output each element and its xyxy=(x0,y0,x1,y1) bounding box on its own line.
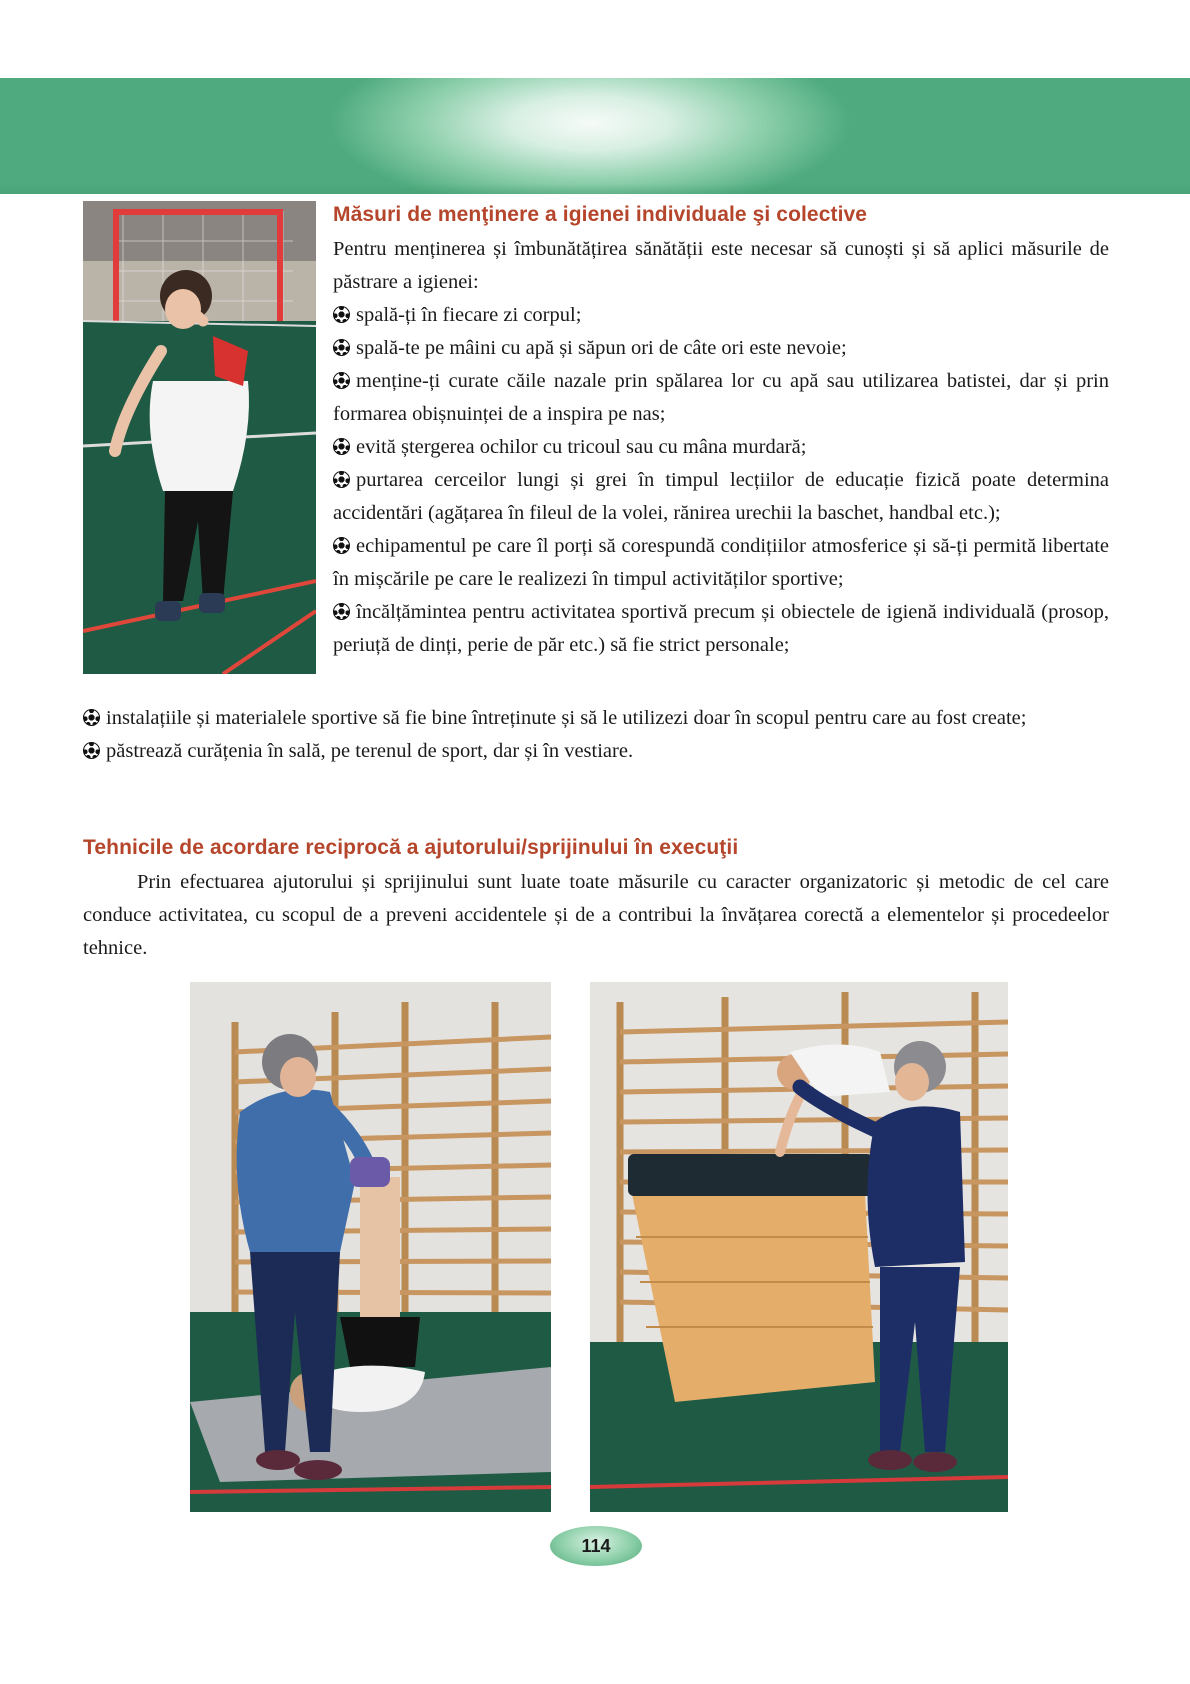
football-bullet-icon xyxy=(333,603,350,620)
list-item: spală-te pe mâini cu apă și săpun ori de câte ori este nevoie; xyxy=(333,332,1109,365)
photo-shoulder-stand-assist xyxy=(190,982,551,1512)
section1-intro: Pentru menținerea și îmbunătățirea sănătății este necesar să cunoști și să aplici măsurile de păstrare a igienei: xyxy=(333,238,1109,293)
list-item: spală-ți în fiecare zi corpul; xyxy=(333,299,1109,332)
list-item: purtarea cerceilor lungi și grei în timpul lecțiilor de educație fizică poate determina accidentări (agățarea în fileul de la volei, rănirea urechii la baschet, handbal etc.); xyxy=(333,469,1109,524)
football-bullet-icon xyxy=(333,339,350,356)
football-bullet-icon xyxy=(333,438,350,455)
header-banner xyxy=(0,78,1190,194)
list-item: încălțămintea pentru activitatea sportivă precum și obiectele de igienă individuală (prosop, periuță de dinți, perie de păr etc.) să fie strict personale; xyxy=(333,601,1109,656)
photo-girl-hygiene xyxy=(83,201,316,674)
list-item: menține-ți curate căile nazale prin spălarea lor cu apă sau utilizarea batistei, dar și prin formarea obișnuinței de a inspira pe nas; xyxy=(333,370,1109,425)
football-bullet-icon xyxy=(83,709,100,726)
list-item: evită ștergerea ochilor cu tricoul sau cu mâna murdară; xyxy=(333,431,1109,464)
football-bullet-icon xyxy=(333,537,350,554)
page-number: 114 xyxy=(550,1526,642,1566)
section1-body-top xyxy=(333,233,1109,662)
list-item: instalațiile și materialele sportive să fie bine întreținute și să le utilizezi doar în scopul pentru care au fost create; xyxy=(83,702,1109,735)
football-bullet-icon xyxy=(333,372,350,389)
section1-title: Măsuri de menţinere a igienei individuale şi colective xyxy=(333,203,868,226)
football-bullet-icon xyxy=(333,471,350,488)
football-bullet-icon xyxy=(83,742,100,759)
photo-vault-assist xyxy=(590,982,1008,1512)
section2-paragraph: Prin efectuarea ajutorului și sprijinului sunt luate toate măsurile cu caracter organizatoric și metodic de cel care conduce activitatea, cu scopul de a preveni accidentele și de a contribui la învățarea corectă a elementelor și procedeelor tehnice. xyxy=(83,871,1109,959)
list-item: echipamentul pe care îl porți să corespundă condițiilor atmosferice și să-ți permită libertate în mișcările pe care le realizezi în timpul activităților sportive; xyxy=(333,535,1109,590)
section2-title: Tehnicile de acordare reciprocă a ajutorului/sprijinului în execuţii xyxy=(83,836,739,859)
list-item: păstrează curățenia în sală, pe terenul de sport, dar și în vestiare. xyxy=(83,735,1109,768)
section1-body-bottom xyxy=(83,702,1109,768)
section2-body xyxy=(83,866,1109,965)
football-bullet-icon xyxy=(333,306,350,323)
